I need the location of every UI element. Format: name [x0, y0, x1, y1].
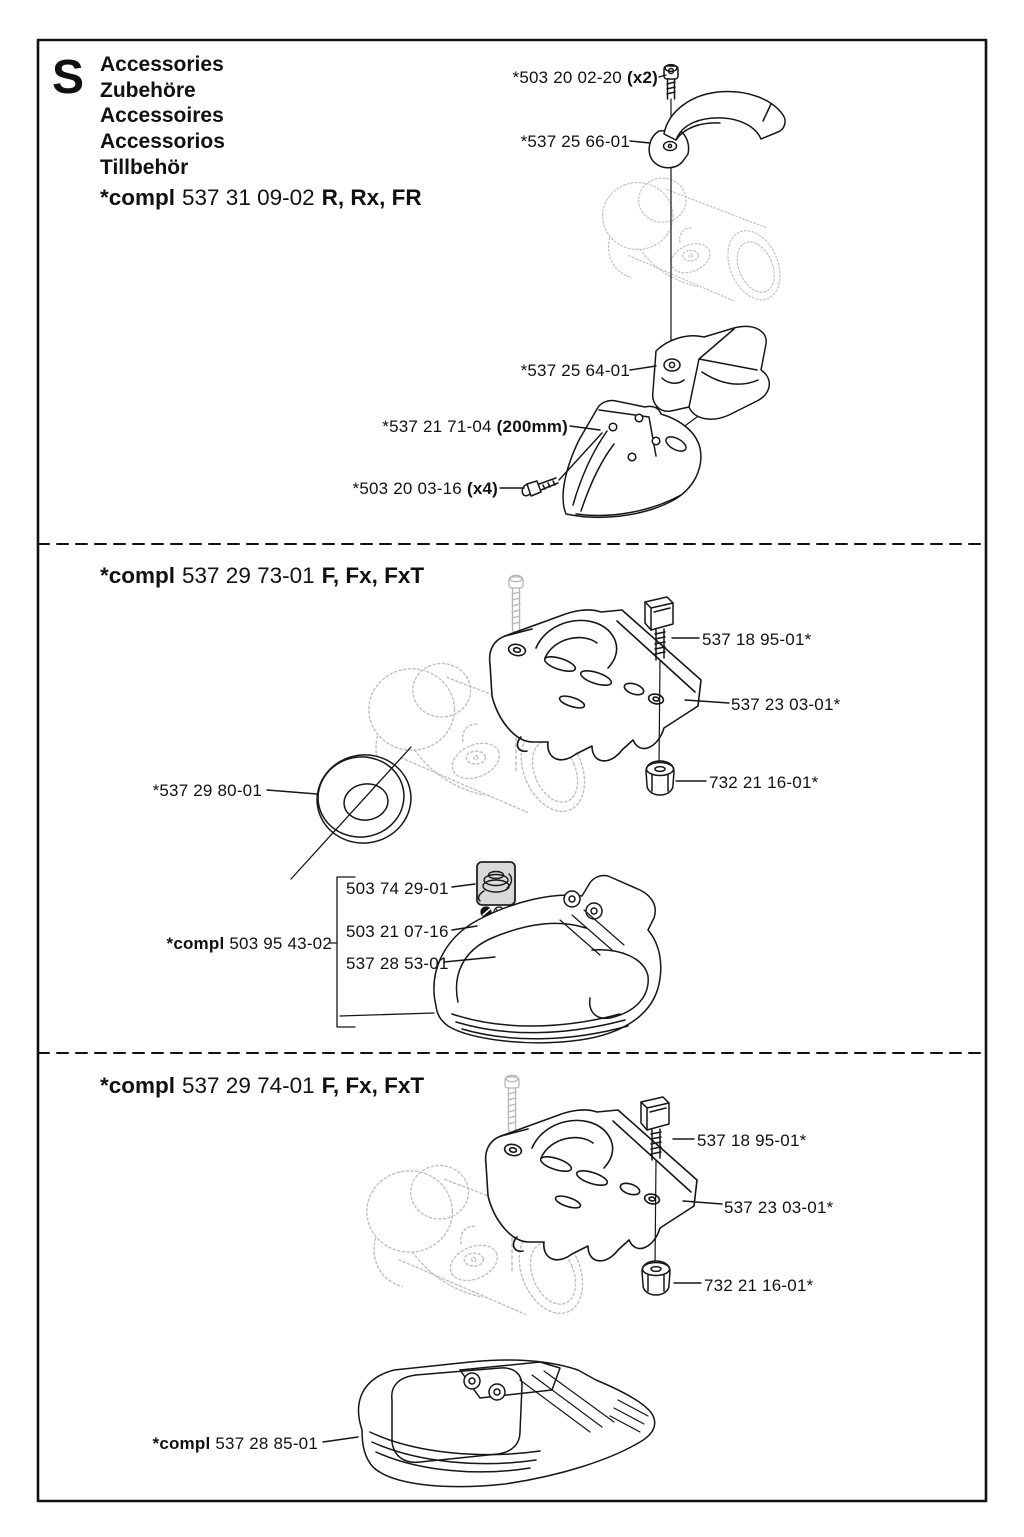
part-label-537-28-53-01: 537 28 53-01 [346, 954, 449, 973]
part-label-732-21-16-01-s3: 732 21 16-01* [704, 1276, 814, 1295]
part-label-503-20-02-20: *503 20 02-20 (x2) [512, 68, 658, 87]
part-label-537-18-95-01-s2: 537 18 95-01* [702, 630, 812, 649]
part-label-537-18-95-01-s3: 537 18 95-01* [697, 1131, 807, 1150]
part-label-732-21-16-01-s2: 732 21 16-01* [709, 773, 819, 792]
trimmer-head-icon [477, 862, 515, 905]
part-label-537-28-85-01: *compl 537 28 85-01 [152, 1434, 318, 1453]
ghost-gearbox-s1 [603, 178, 790, 308]
part-label-503-95-43-02: *compl 503 95 43-02 [166, 934, 332, 953]
title-es: Accessorios [100, 130, 225, 154]
part-label-537-25-66-01: *537 25 66-01 [520, 132, 630, 151]
screw-drawing [664, 65, 678, 99]
small-bolt-drawing [520, 478, 558, 497]
page-border [38, 40, 986, 1501]
part-label-537-23-03-01-s3: 537 23 03-01* [724, 1198, 834, 1217]
title-de: Zubehöre [100, 78, 196, 102]
group-bracket [330, 877, 434, 1027]
section-index-letter: S [52, 51, 85, 104]
part-label-503-21-07-16: 503 21 07-16 [346, 922, 449, 941]
part-label-537-29-80-01: *537 29 80-01 [152, 781, 262, 800]
title-block [100, 52, 225, 181]
support-cup-drawing [291, 747, 417, 879]
mount-assembly-s3 [486, 1075, 697, 1295]
part-label-537-25-64-01: *537 25 64-01 [520, 361, 630, 380]
title-en: Accessories [100, 53, 224, 76]
section3-header: *compl 537 29 74-01 F, Fx, FxT [100, 1073, 425, 1098]
part-label-537-21-71-04: *537 21 71-04 (200mm) [382, 417, 568, 436]
part-label-537-23-03-01-s2: 537 23 03-01* [731, 695, 841, 714]
section1-header: *compl 537 31 09-02 R, Rx, FR [100, 185, 422, 210]
guard-fxt-drawing [359, 1360, 655, 1487]
part-label-503-74-29-01: 503 74 29-01 [346, 879, 449, 898]
title-sv: Tillbehör [100, 155, 189, 179]
bracket-drawing [653, 326, 770, 419]
guard-200mm-drawing [563, 400, 701, 517]
section2-header: *compl 537 29 73-01 F, Fx, FxT [100, 563, 425, 588]
mount-assembly-s2 [490, 575, 701, 795]
part-label-503-20-03-16: *503 20 03-16 (x4) [352, 479, 498, 498]
title-fr: Accessoires [100, 104, 224, 128]
clamp-drawing [649, 92, 785, 168]
